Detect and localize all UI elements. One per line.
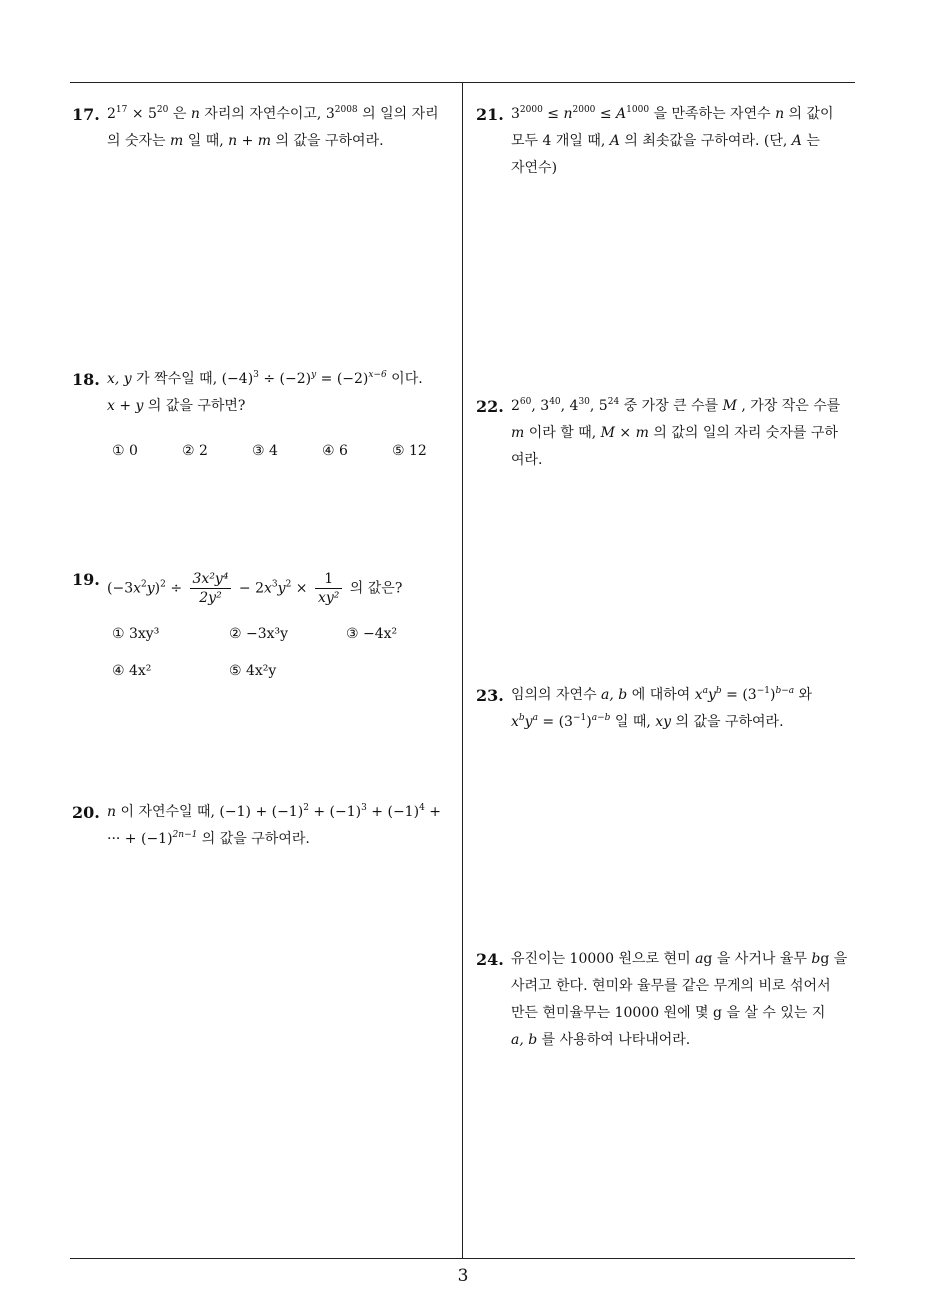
problem-number: 22. xyxy=(476,397,504,416)
text: 사려고 한다. 현미와 율무를 같은 무게의 비로 섞어서 xyxy=(511,978,831,994)
var: m xyxy=(170,133,184,149)
choices xyxy=(112,438,457,465)
var: A xyxy=(609,133,620,149)
problem-19 xyxy=(72,566,457,685)
fraction xyxy=(190,570,232,607)
page-number: 3 xyxy=(457,1266,469,1286)
text: 의 값을 구하여라. xyxy=(271,133,384,149)
text: 일 때, xyxy=(183,133,229,149)
var: x xyxy=(511,714,519,730)
var: y xyxy=(146,580,155,597)
choice-5[interactable]: ⑤ 12 xyxy=(392,443,427,459)
choices xyxy=(112,621,457,648)
text: g 을 사거나 율무 xyxy=(703,951,812,967)
exp: 2n−1 xyxy=(172,830,198,840)
problem-text xyxy=(107,799,457,853)
text: 를 사용하여 나타내어라. xyxy=(537,1032,691,1048)
text: 은 xyxy=(168,106,191,122)
exp: 2 xyxy=(303,803,309,813)
text: 자연수) xyxy=(511,160,558,176)
exp: 3 xyxy=(253,370,259,380)
denominator: 2y² xyxy=(199,590,222,606)
text: + (−1) xyxy=(366,804,420,820)
exp: −1 xyxy=(572,713,587,723)
problem-22 xyxy=(476,393,861,474)
text: 이 자연수일 때, (−1) + (−1) xyxy=(116,804,304,820)
text: 가 짝수일 때, (−4) xyxy=(131,371,254,387)
exp: b−a xyxy=(775,686,795,696)
text: 에 대하여 xyxy=(627,687,695,703)
var: m xyxy=(511,425,525,441)
text: + xyxy=(424,804,441,820)
exp: a xyxy=(532,713,538,723)
problem-23 xyxy=(476,682,861,736)
problem-18 xyxy=(72,366,457,465)
choices xyxy=(112,658,457,685)
exp: 4 xyxy=(419,803,425,813)
exp: 2000 xyxy=(572,105,596,115)
var: M xyxy=(722,398,737,414)
exp: 24 xyxy=(607,397,620,407)
text: ) xyxy=(154,580,161,597)
exp: a−b xyxy=(591,713,611,723)
text: ··· + (−1) xyxy=(107,831,173,847)
exp: 2008 xyxy=(334,105,358,115)
text: ÷ xyxy=(165,580,187,597)
problem-text xyxy=(511,682,861,736)
text: ) xyxy=(586,714,592,730)
text: ) xyxy=(769,687,776,703)
problem-17 xyxy=(72,101,457,155)
text: 의 값을 구하면? xyxy=(143,398,246,414)
text: 의 값이 xyxy=(784,106,834,122)
text: 2 xyxy=(511,398,520,414)
var: x, y xyxy=(107,371,132,387)
text: 의 값은? xyxy=(345,580,403,597)
exp: b xyxy=(715,686,722,696)
exp: 1000 xyxy=(626,105,650,115)
text: , 가장 작은 수를 xyxy=(736,398,841,414)
exp: 30 xyxy=(578,397,590,407)
column-divider xyxy=(462,83,463,1258)
problem-number: 24. xyxy=(476,950,504,969)
problem-text xyxy=(107,101,457,155)
problem-21 xyxy=(476,101,861,182)
text: g 을 xyxy=(820,951,848,967)
var: A xyxy=(791,133,802,149)
fraction xyxy=(315,570,342,607)
problem-text xyxy=(107,566,457,685)
text: ≤ xyxy=(542,106,564,122)
exp: 2000 xyxy=(519,105,543,115)
numerator: 1 xyxy=(315,570,342,589)
text: , 4 xyxy=(560,398,579,414)
text: 중 가장 큰 수를 xyxy=(619,398,723,414)
problem-number: 21. xyxy=(476,105,504,124)
var: n xyxy=(563,106,573,122)
text: 일 때, xyxy=(610,714,656,730)
var: b xyxy=(811,951,821,967)
bottom-rule xyxy=(70,1258,855,1259)
text: 3 xyxy=(511,106,520,122)
text: 2 xyxy=(107,106,116,122)
exp: 60 xyxy=(519,397,532,407)
problem-number: 19. xyxy=(72,570,100,589)
var: n xyxy=(190,106,200,122)
choice-3[interactable]: ③ −4x² xyxy=(346,626,398,642)
text: 의 숫자는 xyxy=(107,133,170,149)
choice-2[interactable]: ② −3x³y xyxy=(229,626,289,642)
text: = (3 xyxy=(537,714,573,730)
problem-20 xyxy=(72,799,457,853)
text: × xyxy=(291,580,312,597)
var: n xyxy=(107,804,117,820)
exp: 40 xyxy=(549,397,561,407)
text: 여라. xyxy=(511,452,543,468)
exp: x−6 xyxy=(368,370,387,380)
var: y xyxy=(708,687,716,703)
var: y xyxy=(277,580,286,597)
text: + (−1) xyxy=(308,804,362,820)
var: x xyxy=(264,580,272,597)
problem-24 xyxy=(476,946,861,1054)
exp: 2 xyxy=(285,579,292,590)
text: 자리의 자연수이고, 3 xyxy=(199,106,335,122)
numerator: 3x²y⁴ xyxy=(190,570,232,589)
text: 의 일의 자리 xyxy=(357,106,439,122)
exp: 20 xyxy=(156,105,169,115)
text: 모두 4 개일 때, xyxy=(511,133,610,149)
exp: 2 xyxy=(160,579,166,590)
var: x xyxy=(133,580,142,597)
text: 을 만족하는 자연수 xyxy=(649,106,776,122)
expr: xy xyxy=(655,714,672,730)
choice-4[interactable]: ④ 6 xyxy=(322,443,348,459)
expr: x + y xyxy=(107,398,144,414)
text: 는 xyxy=(801,133,820,149)
choice-4[interactable]: ④ 4x² xyxy=(112,663,152,679)
text: ≤ xyxy=(595,106,617,122)
text: 임의의 자연수 xyxy=(511,687,602,703)
text: , 5 xyxy=(589,398,608,414)
choice-1[interactable]: ① 3xy³ xyxy=(112,626,160,642)
text: 이라 할 때, xyxy=(524,425,601,441)
problem-number: 17. xyxy=(72,105,100,124)
choice-3[interactable]: ③ 4 xyxy=(252,443,278,459)
var: a xyxy=(695,951,704,967)
exp: 2 xyxy=(141,579,147,590)
text: ÷ (−2) xyxy=(258,371,312,387)
text: = (−2) xyxy=(316,371,369,387)
expr: M × m xyxy=(600,425,649,441)
choice-2[interactable]: ② 2 xyxy=(182,443,208,459)
var: y xyxy=(524,714,533,730)
text: 만든 현미율무는 10000 원에 몇 g 을 살 수 있는 지 xyxy=(511,1005,826,1021)
var: x xyxy=(694,687,703,703)
exp: a xyxy=(702,686,708,696)
text: , 3 xyxy=(531,398,550,414)
exp: 3 xyxy=(271,579,278,590)
text: = (3 xyxy=(721,687,757,703)
text: (−3 xyxy=(107,580,134,597)
var: a, b xyxy=(601,687,628,703)
problem-text xyxy=(511,393,861,474)
text: 의 값을 구하여라. xyxy=(197,831,310,847)
exp: y xyxy=(311,370,317,380)
choice-5[interactable]: ⑤ 4x²y xyxy=(229,663,277,679)
problem-number: 18. xyxy=(72,370,100,389)
problem-number: 20. xyxy=(72,803,100,822)
expr: n + m xyxy=(228,133,272,149)
var: A xyxy=(616,106,627,122)
exp: −1 xyxy=(756,686,770,696)
text: × 5 xyxy=(127,106,157,122)
text: 이다. xyxy=(386,371,423,387)
text: 의 값을 구하여라. xyxy=(671,714,784,730)
problem-number: 23. xyxy=(476,686,504,705)
exp: 17 xyxy=(115,105,128,115)
var: a, b xyxy=(511,1032,538,1048)
exp: 3 xyxy=(361,803,367,813)
exp: b xyxy=(518,713,525,723)
problem-text xyxy=(107,366,457,465)
denominator: xy² xyxy=(317,590,340,606)
choice-1[interactable]: ① 0 xyxy=(112,443,138,459)
problem-text xyxy=(511,946,861,1054)
text: 유진이는 10000 원으로 현미 xyxy=(511,951,696,967)
text: 의 최솟값을 구하여라. (단, xyxy=(619,133,792,149)
text: 와 xyxy=(794,687,813,703)
text: − 2 xyxy=(234,580,264,597)
problem-text xyxy=(511,101,861,182)
var: n xyxy=(775,106,785,122)
text: 의 값의 일의 자리 숫자를 구하 xyxy=(648,425,838,441)
